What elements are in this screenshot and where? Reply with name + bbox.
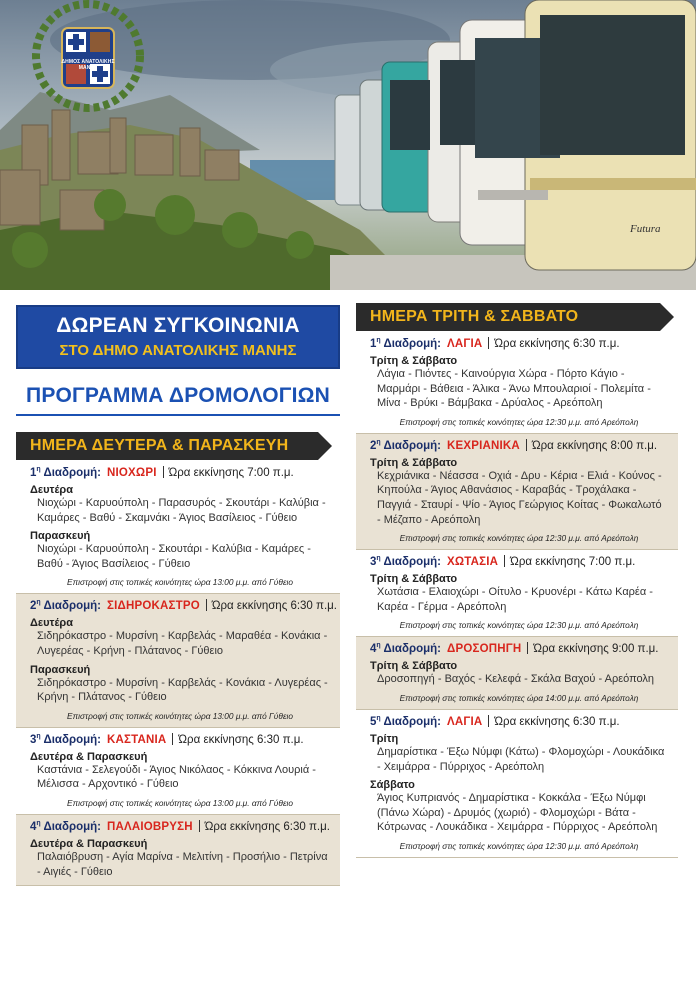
left-day-header: ΗΜΕΡΑ ΔΕΥΤΕΡΑ & ΠΑΡΑΣΚΕΥΗ	[16, 432, 318, 460]
route-days-label: Τρίτη & Σάββατο	[370, 660, 458, 673]
route-separator	[206, 599, 207, 611]
route-separator	[163, 466, 164, 478]
route-number-suffix: η	[376, 438, 381, 446]
left-schedule-column	[16, 461, 340, 886]
route-departure-time: Ώρα εκκίνησης 7:00 π.μ.	[168, 467, 294, 479]
route-heading	[30, 599, 337, 613]
route-block	[356, 434, 678, 549]
route-destination: ΣΙΔΗΡΟΚΑΣΤΡΟ	[107, 600, 200, 613]
route-stops: Δημαρίστικα - Έξω Νύμφι (Κάτω) - Φλομοχώρι - Λουκάδικα - Χειμάρρα - Πύρριχος - Αρεόπολη	[377, 745, 665, 773]
route-block	[356, 710, 678, 857]
route-block	[16, 594, 340, 726]
route-block	[356, 550, 678, 636]
route-departure-time: Ώρα εκκίνησης 6:30 π.μ.	[494, 715, 620, 728]
bus-brand-text: Futura	[630, 223, 661, 235]
route-stops: Παλαιόβρυση - Αγία Μαρίνα - Μελιτίνη - Προσήλιο - Πετρίνα - Αιγιές - Γύθειο	[37, 850, 328, 878]
route-destination: ΔΡΟΣΟΠΗΓΗ	[447, 643, 522, 656]
route-days-label: Δευτέρα & Παρασκευή	[30, 837, 148, 850]
route-number-suffix: η	[376, 715, 381, 723]
route-divider	[16, 885, 340, 886]
route-days-label: Τρίτη & Σάββατο	[370, 573, 458, 586]
route-days-label: Τρίτη & Σάββατο	[370, 456, 458, 469]
route-days-label: Σάββατο	[370, 779, 415, 792]
right-schedule-column	[356, 332, 678, 858]
route-stops: Σιδηρόκαστρο - Μυρσίνη - Καρβελάς - Μαραθέα - Κονάκια - Λυγερέας - Κρήνη - Πλάτανος - Γύθειο	[37, 630, 328, 657]
route-heading	[370, 555, 668, 568]
route-heading	[370, 642, 668, 655]
route-days-label: Τρίτη	[370, 732, 399, 745]
right-day-header: ΗΜΕΡΑ ΤΡΙΤΗ & ΣΑΒΒΑΤΟ	[356, 303, 660, 331]
route-days-label: Παρασκευή	[30, 663, 91, 676]
route-number-suffix: η	[376, 642, 381, 650]
route-destination: ΧΩΤΑΣΙΑ	[447, 556, 499, 569]
title-main: ΔΩΡΕΑΝ ΣΥΓΚΟΙΝΩΝΙΑ	[56, 314, 300, 337]
route-number-suffix: η	[36, 466, 41, 474]
route-stops: Λάγια - Πιόντες - Καινούργια Χώρα - Πόρτο Κάγιο - Μαρμάρι - Βάθεια - Άλικα - Άνω Μπουλαριοί - Πολεμίτα - Μίνα - Βρύκι - Βάμβακα - Δρύαλος - Αρεόπολη	[377, 368, 651, 410]
title-banner	[16, 305, 340, 369]
route-return-note: Επιστροφή στις τοπικές κοινότητες ώρα 13:00 μ.μ. από Γύθειο	[67, 797, 293, 808]
route-number-suffix: η	[36, 599, 41, 607]
route-separator	[526, 439, 527, 451]
route-block	[16, 815, 340, 885]
route-return-note: Επιστροφή στις τοπικές κοινότητες ώρα 12:30 μ.μ. από Αρεόπολη	[399, 533, 639, 544]
route-return-note: Επιστροφή στις τοπικές κοινότητες ώρα 13:00 μ.μ. από Γύθειο	[67, 577, 293, 588]
route-separator	[527, 642, 528, 654]
route-number-suffix: η	[36, 820, 41, 828]
route-destination: ΚΑΣΤΑΝΙΑ	[107, 733, 167, 746]
route-destination: ΛΑΓΙΑ	[447, 715, 483, 728]
route-return-note: Επιστροφή στις τοπικές κοινότητες ώρα 12:30 μ.μ. από Αρεόπολη	[399, 416, 639, 427]
route-separator	[488, 337, 489, 349]
hero-banner	[0, 0, 696, 290]
route-heading	[30, 466, 330, 479]
route-stops: Κεχριάνικα - Νέασσα - Οχιά - Δρυ - Κέρια - Ελιά - Κούνος - Κηπούλα - Άγιος Αθανάσιος - Καραβάς - Τροχάλακα - Παγγιά - Σταυρί - Ψίο - Άγιος Γεώργιος Κοίτας - Φωκαλωτό - Μέζαπο - Αρεόπολη	[377, 469, 662, 526]
route-destination: ΛΑΓΙΑ	[447, 338, 483, 350]
route-departure-time: Ώρα εκκίνησης 8:00 π.μ.	[531, 439, 658, 452]
route-separator	[504, 555, 505, 567]
program-title: ΠΡΟΓΡΑΜΜΑ ΔΡΟΜΟΛΟΓΙΩΝ	[25, 384, 331, 407]
route-block	[356, 637, 678, 709]
program-title-underline	[16, 414, 340, 416]
route-number: $4^\eta$ Διαδρομή:	[30, 820, 101, 833]
route-stops: Νιοχώρι - Καρυούπολη - Παρασυρός - Σκουτάρι - Καλύβια - Καμάρες - Βαθύ - Σκαμνάκι - Άγιος Βασίλειος - Γύθειο	[37, 497, 326, 524]
route-block	[16, 461, 340, 593]
route-departure-time: Ώρα εκκίνησης 6:30 π.μ.	[178, 733, 304, 746]
title-subtitle: ΣΤΟ ΔΗΜΟ ΑΝΑΤΟΛΙΚΗΣ ΜΑΝΗΣ	[59, 342, 297, 359]
route-number: $3^\eta$ Διαδρομή:	[370, 555, 441, 569]
route-destination: ΠΑΛΑΙΟΒΡΥΣΗ	[107, 820, 193, 833]
route-destination: ΝΙΟΧΩΡΙ	[107, 467, 157, 479]
route-heading	[30, 733, 330, 746]
route-stops: Δροσοπηγή - Βαχός - Κελεφά - Σκάλα Βαχού - Αρεόπολη	[377, 673, 655, 686]
route-separator	[172, 733, 173, 745]
route-return-note: Επιστροφή στις τοπικές κοινότητες ώρα 12:30 μ.μ. από Αρεόπολη	[399, 620, 639, 631]
route-days-label: Τρίτη & Σάββατο	[370, 355, 458, 367]
route-separator	[199, 820, 200, 832]
route-number: $1^\eta$ Διαδρομή:	[30, 466, 101, 479]
route-number-suffix: η	[36, 732, 41, 740]
route-heading	[30, 820, 330, 833]
route-stops: Άγιος Κυπριανός - Δημαρίστικα - Κοκκάλα - Έξω Νύμφι (Πάνω Χώρα) - Δρυμός (χωριό) - Φλομοχώρι - Βάτα - Κότρωνας - Λουκάδικα - Χειμάρρα - Πύρριχος - Αρεόπολη	[377, 792, 658, 834]
route-return-note: Επιστροφή στις τοπικές κοινότητες ώρα 12:30 μ.μ. από Αρεόπολη	[399, 840, 639, 851]
route-number: $1^\eta$ Διαδρομή:	[370, 337, 441, 350]
route-days-label: Δευτέρα	[30, 617, 73, 630]
route-stops: Νιοχώρι - Καρυούπολη - Σκουτάρι - Καλύβια - Καμάρες - Βαθύ - Άγιος Βασίλειος - Γύθειο	[37, 543, 311, 570]
route-number-suffix: η	[376, 555, 381, 563]
route-number: $3^\eta$ Διαδρομή:	[30, 732, 101, 746]
route-days-label: Δευτέρα & Παρασκευή	[30, 750, 148, 763]
route-divider	[356, 857, 678, 858]
route-return-note: Επιστροφή στις τοπικές κοινότητες ώρα 13:00 μ.μ. από Γύθειο	[67, 710, 293, 721]
route-number: $2^\eta$ Διαδρομή:	[370, 438, 441, 452]
route-stops: Καστάνια - Σελεγούδι - Άγιος Νικόλαος - Κόκκινα Λουριά - Μέλισσα - Αρχοντικό - Γύθειο	[37, 763, 316, 791]
route-stops: Σιδηρόκαστρο - Μυρσίνη - Καρβελάς - Κονάκια - Λυγερέας - Κρήνη - Πλάτανος - Γύθειο	[37, 676, 328, 704]
route-number: $2^\eta$ Διαδρομή:	[30, 599, 101, 613]
route-departure-time: Ώρα εκκίνησης 9:00 π.μ.	[533, 643, 659, 656]
route-number: $4^\eta$ Διαδρομή:	[370, 642, 441, 656]
route-heading	[370, 337, 668, 350]
emblem-label: ΔΗΜΟΣ ΑΝΑΤΟΛΙΚΗΣ ΜΑΝΗΣ	[61, 59, 115, 71]
route-heading	[370, 439, 668, 452]
route-departure-time: Ώρα εκκίνησης 6:30 π.μ.	[204, 820, 330, 833]
route-return-note: Επιστροφή στις τοπικές κοινότητες ώρα 14:00 μ.μ. από Αρεόπολη	[399, 692, 639, 703]
route-destination: ΚΕΧΡΙΑΝΙΚΑ	[447, 439, 520, 452]
route-separator	[488, 715, 489, 727]
route-days-label: Παρασκευή	[30, 530, 91, 543]
municipality-emblem	[30, 6, 146, 110]
route-block	[356, 332, 678, 433]
route-departure-time: Ώρα εκκίνησης 6:30 π.μ.	[494, 338, 620, 350]
route-departure-time: Ώρα εκκίνησης 7:00 π.μ.	[510, 556, 636, 569]
route-block	[16, 728, 340, 814]
route-number-suffix: η	[376, 337, 381, 345]
route-stops: Χωτάσια - Ελαιοχώρι - Οίτυλο - Κρυονέρι - Κάτω Καρέα - Καρέα - Γέρμα - Αρεόπολη	[377, 586, 653, 613]
route-heading	[370, 715, 668, 728]
route-number: $5^\eta$ Διαδρομή:	[370, 715, 441, 728]
route-days-label: Δευτέρα	[30, 484, 73, 496]
route-departure-time: Ώρα εκκίνησης 6:30 π.μ.	[211, 600, 337, 613]
